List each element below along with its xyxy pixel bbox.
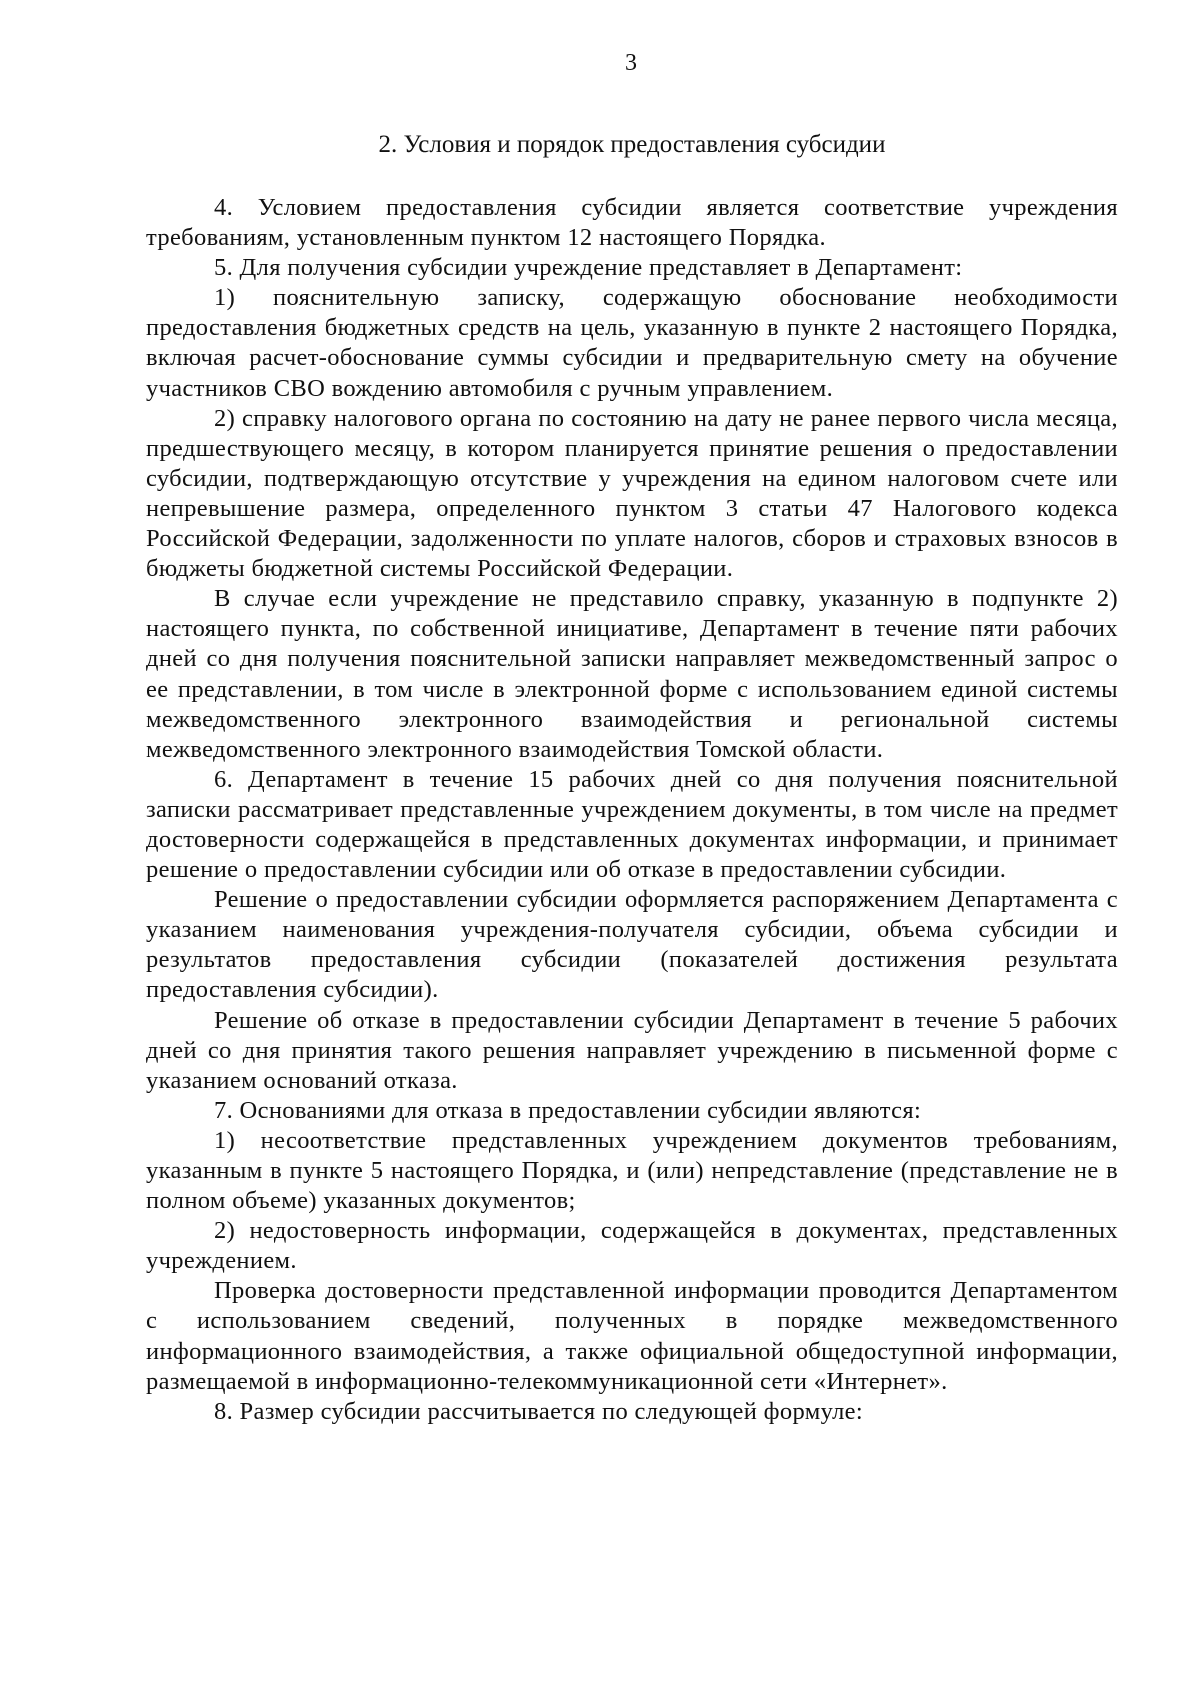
paragraph-6: 6. Департамент в течение 15 рабочих дней со дня получения пояснительной записки рассматривает представленные учреждением документы, в том числе на предмет достоверности содержащейся в представленных документах информации, и принимает решение о предоставлении субсидии или об отказе в предоставлении субсидии. — [146, 765, 1118, 884]
section-heading: 2. Условия и порядок предоставления субсидии — [378, 131, 886, 158]
paragraph-6-decision: Решение о предоставлении субсидии оформляется распоряжением Департамента с указанием наименования учреждения-получателя субсидии, объема субсидии и результатов предоставления субсидии (показателей достижения результата предоставления субсидии). — [146, 886, 1118, 1004]
page-number: 3 — [625, 50, 637, 76]
paragraph-7-item-1: 1) несоответствие представленных учреждением документов требованиям, указанным в пункте 5 настоящего Порядка, и (или) непредставление (представление не в полном объеме) указанных документов; — [146, 1126, 1118, 1215]
document-body — [146, 193, 1118, 1427]
paragraph-5-item-2: 2) справку налогового органа по состоянию на дату не ранее первого числа месяца, предшествующего месяцу, в котором планируется принятие решения о предоставлении субсидии, подтверждающую отсутствие у учреждения на едином налоговом счете или непревышение размера, определенного пунктом 3 статьи 47 Налогового кодекса Российской Федерации, задолженности по уплате налогов, сборов и страховых взносов в бюджеты бюджетной системы Российской Федерации. — [146, 404, 1118, 583]
paragraph-8: 8. Размер субсидии рассчитывается по следующей формуле: — [214, 1397, 864, 1425]
paragraph-5-item-1: 1) пояснительную записку, содержащую обоснование необходимости предоставления бюджетных средств на цель, указанную в пункте 2 настоящего Порядка, включая расчет-обоснование суммы субсидии и предварительную смету на обучение участников СВО вождению автомобиля с ручным управлением. — [146, 284, 1118, 402]
paragraph-7-item-2: 2) недостоверность информации, содержащейся в документах, представленных учреждением. — [146, 1217, 1118, 1275]
paragraph-4: 4. Условием предоставления субсидии является соответствие учреждения требованиям, установленным пунктом 12 настоящего Порядка. — [146, 194, 1118, 252]
paragraph-6-refusal: Решение об отказе в предоставлении субсидии Департамент в течение 5 рабочих дней со дня принятия такого решения направляет учреждению в письменной форме с указанием оснований отказа. — [146, 1006, 1118, 1094]
paragraph-5: 5. Для получения субсидии учреждение представляет в Департамент: — [214, 254, 963, 282]
paragraph-7-verification: Проверка достоверности представленной информации проводится Департаментом с использованием сведений, полученных в порядке межведомственного информационного взаимодействия, а также официальной общедоступной информации, размещаемой в информационно-телекоммуникационной сети «Интернет». — [146, 1277, 1118, 1395]
paragraph-5-note: В случае если учреждение не представило справку, указанную в подпункте 2) настоящего пункта, по собственной инициативе, Департамент в течение пяти рабочих дней со дня получения пояснительной записки направляет межведомственный запрос о ее представлении, в том числе в электронной форме с использованием единой системы межведомственного электронного взаимодействия и региональной системы межведомственного электронного взаимодействия Томской области. — [146, 585, 1118, 763]
paragraph-7: 7. Основаниями для отказа в предоставлении субсидии являются: — [214, 1096, 922, 1124]
